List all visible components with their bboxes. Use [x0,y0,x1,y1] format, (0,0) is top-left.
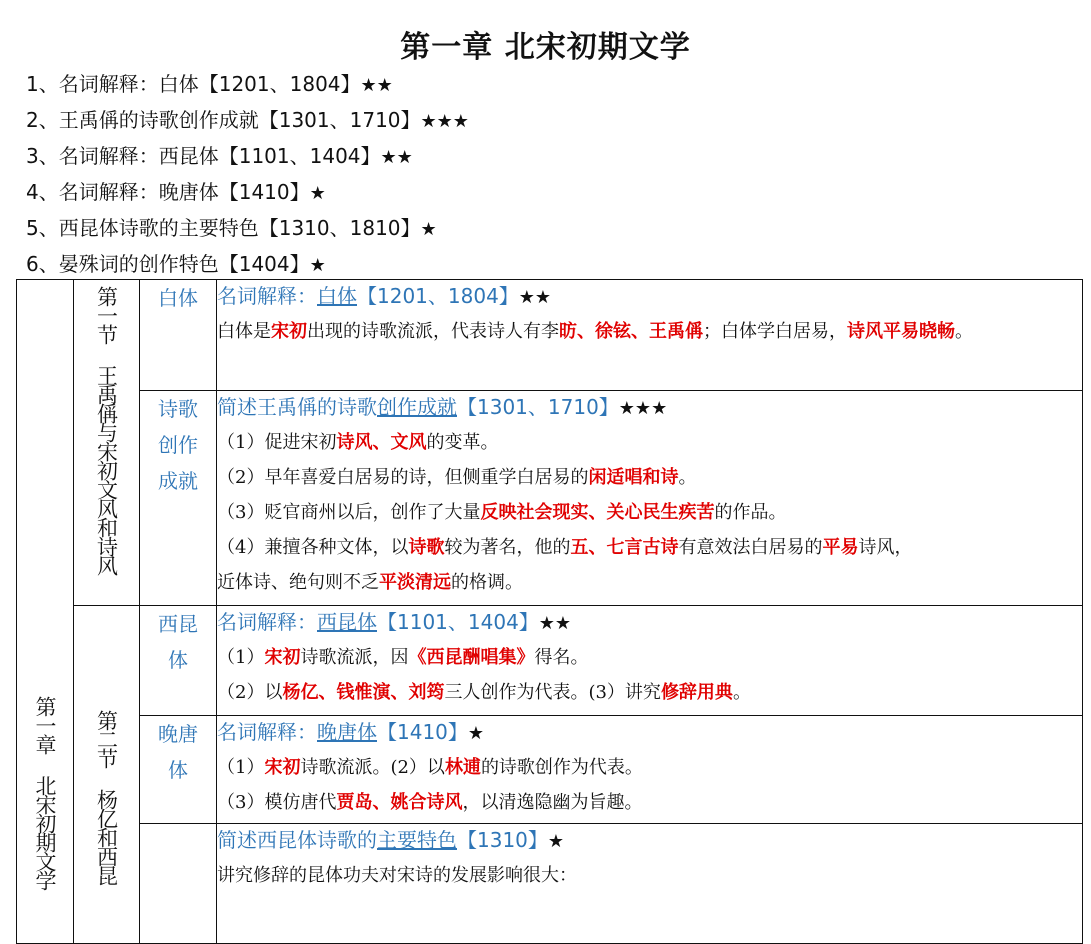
table-row [17,391,1083,606]
question-heading: 名词解释：西昆体【1101、1404】★★ [217,610,572,634]
star-rating: ★★★ [618,398,668,419]
question-heading: 简述王禹偁的诗歌创作成就【1301、1710】★★★ [217,395,668,419]
star-rating: ★ [309,183,326,204]
answer-text: （3）贬官商州以后，创作了大量反映社会现实、关心民生疾苦的作品。 [217,502,787,523]
page-title: 第一章 北宋初期文学 [400,30,691,65]
topic-cell [140,824,217,944]
key-point-item: 3、名词解释：西昆体【1101、1404】★★ [26,144,413,168]
star-rating: ★★ [538,613,572,634]
star-rating: ★ [309,255,326,276]
answer-text: （1）促进宋初诗风、文风的变革。 [217,432,499,453]
key-point-item: 5、西昆体诗歌的主要特色【1310、1810】★ [26,216,437,240]
notes-table [16,279,1083,944]
key-point-item: 4、名词解释：晚唐体【1410】★ [26,180,326,204]
star-rating: ★ [547,831,565,852]
topic-cell: 诗歌 创作 成就 [140,391,217,606]
section-cell [74,280,140,606]
topic-cell: 晚唐 体 [140,716,217,824]
table-row [17,606,1083,716]
table-row [17,824,1083,944]
star-rating: ★★ [380,147,413,168]
content-cell [217,280,1083,391]
content-cell [217,391,1083,606]
answer-text: （4）兼擅各种文体，以诗歌较为著名，他的五、七言古诗有意效法白居易的平易诗风， [217,537,913,558]
section-cell [74,606,140,944]
chapter-label: 第一章 北宋初期文学 [33,696,57,889]
question-heading: 简述西昆体诗歌的主要特色【1310】★ [217,828,565,852]
content-cell [217,606,1083,716]
key-point-item: 1、名词解释：白体【1201、1804】★★ [26,72,393,96]
answer-text: 讲究修辞的昆体功夫对宋诗的发展影响很大： [217,865,577,886]
star-rating: ★★ [518,287,552,308]
topic-cell: 白体 [140,280,217,391]
section-label: 第二节 杨亿和西昆 [94,710,119,884]
answer-text: （3）模仿唐代贾岛、姚合诗风，以清逸隐幽为旨趣。 [217,792,643,813]
star-rating: ★ [420,219,437,240]
key-point-item: 2、王禹偁的诗歌创作成就【1301、1710】★★★ [26,108,469,132]
key-point-item: 6、晏殊词的创作特色【1404】★ [26,252,326,276]
question-heading: 名词解释：晚唐体【1410】★ [217,720,485,744]
answer-text: （1）宋初诗歌流派，因《西昆酬唱集》得名。 [217,647,589,668]
answer-text: 近体诗、绝句则不乏平淡清远的格调。 [217,572,523,593]
answer-text: 白体是宋初出现的诗歌流派，代表诗人有李昉、徐铉、王禹偁；白体学白居易，诗风平易晓畅。 [217,321,973,342]
star-rating: ★★ [360,75,393,96]
content-cell [217,716,1083,824]
table-row [17,280,1083,391]
answer-text: （1）宋初诗歌流派。(2）以林逋的诗歌创作为代表。 [217,757,643,778]
question-heading: 名词解释：白体【1201、1804】★★ [217,284,552,308]
table-row [17,716,1083,824]
star-rating: ★ [467,723,485,744]
star-rating: ★★★ [420,111,469,132]
chapter-cell [17,280,74,944]
section-label: 第一节 王禹偁与宋初文风和诗风 [94,286,119,574]
answer-text: （2）以杨亿、钱惟演、刘筠三人创作为代表。(3）讲究修辞用典。 [217,682,751,703]
key-points-list [26,66,469,282]
answer-text: （2）早年喜爱白居易的诗，但侧重学白居易的闲适唱和诗。 [217,467,697,488]
content-cell [217,824,1083,944]
topic-cell: 西昆 体 [140,606,217,716]
